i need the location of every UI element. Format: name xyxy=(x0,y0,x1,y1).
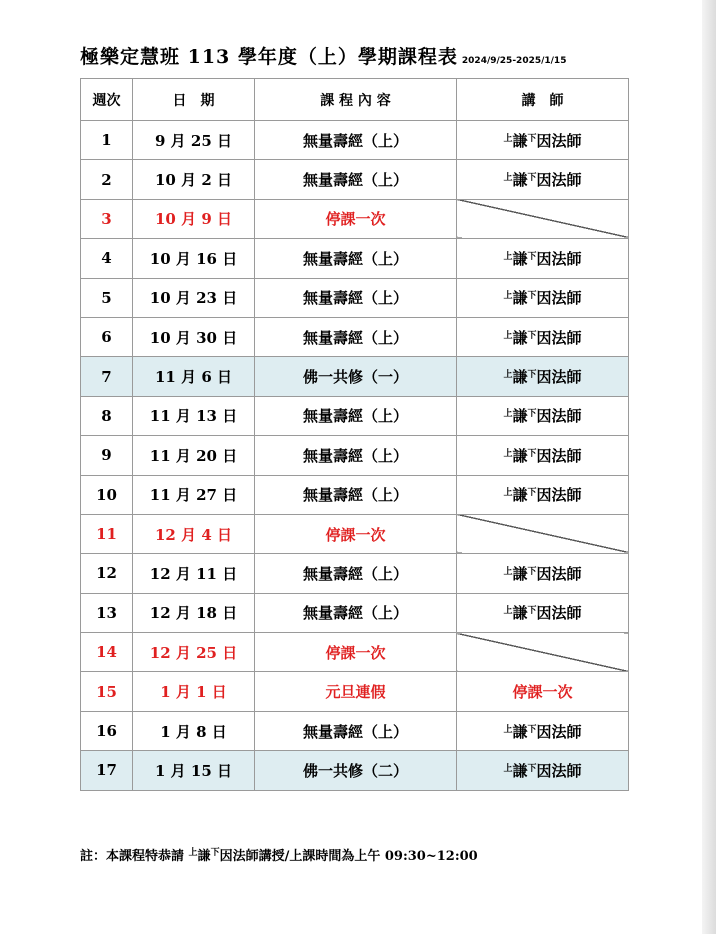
week-cell: 3 xyxy=(81,199,133,238)
date-cell: 10 月 16 日 xyxy=(133,239,255,278)
teacher-cell xyxy=(457,160,629,199)
note-honorific-up: 上 xyxy=(188,848,198,858)
honorific-up: 上 xyxy=(503,251,513,262)
date-cell: 1 月 1 日 xyxy=(133,672,255,711)
teacher-cell-empty xyxy=(457,199,629,238)
content-cell: 停課一次 xyxy=(255,514,457,553)
table-row xyxy=(81,633,629,672)
page-title xyxy=(80,42,566,69)
content-cell: 無量壽經（上） xyxy=(255,239,457,278)
honorific-down: 下 xyxy=(527,251,537,262)
honorific-down: 下 xyxy=(527,566,537,577)
table-row xyxy=(81,199,629,238)
teacher-cell xyxy=(457,239,629,278)
honorific-down: 下 xyxy=(527,409,537,420)
honorific-up: 上 xyxy=(503,763,513,774)
week-cell: 14 xyxy=(81,633,133,672)
date-cell: 12 月 4 日 xyxy=(133,514,255,553)
honorific-mid: 謙 xyxy=(512,368,528,387)
teacher-cell xyxy=(457,436,629,475)
note-teacher: 因法師 xyxy=(219,849,259,864)
table-row xyxy=(81,475,629,514)
table-row xyxy=(81,554,629,593)
honorific-up: 上 xyxy=(503,330,513,341)
honorific-down: 下 xyxy=(527,448,537,459)
honorific-up: 上 xyxy=(503,370,513,381)
honorific-up: 上 xyxy=(503,291,513,302)
date-cell: 9 月 25 日 xyxy=(133,121,255,160)
content-cell: 無量壽經（上） xyxy=(255,278,457,317)
honorific-up: 上 xyxy=(503,724,513,735)
teacher-name: 因法師 xyxy=(536,368,582,387)
week-cell: 6 xyxy=(81,317,133,356)
teacher-name: 因法師 xyxy=(536,131,582,150)
content-cell: 元旦連假 xyxy=(255,672,457,711)
teacher-name: 因法師 xyxy=(536,446,582,465)
date-cell: 11 月 6 日 xyxy=(133,357,255,396)
content-cell: 無量壽經（上） xyxy=(255,711,457,750)
content-cell: 佛一共修（一） xyxy=(255,357,457,396)
honorific-up: 上 xyxy=(503,566,513,577)
honorific-up: 上 xyxy=(503,173,513,184)
content-cell: 無量壽經（上） xyxy=(255,121,457,160)
table-row xyxy=(81,317,629,356)
week-cell: 2 xyxy=(81,160,133,199)
content-cell: 無量壽經（上） xyxy=(255,554,457,593)
footnote xyxy=(80,845,478,864)
honorific-down: 下 xyxy=(527,173,537,184)
content-cell: 無量壽經（上） xyxy=(255,317,457,356)
table-row xyxy=(81,239,629,278)
honorific-up: 上 xyxy=(503,606,513,617)
teacher-name: 因法師 xyxy=(536,171,582,190)
header-week: 週次 xyxy=(81,79,133,121)
week-cell: 4 xyxy=(81,239,133,278)
content-cell: 佛一共修（二） xyxy=(255,751,457,790)
honorific-down: 下 xyxy=(527,370,537,381)
table-header-row xyxy=(81,79,629,121)
teacher-cell: 停課一次 xyxy=(457,672,629,711)
week-cell: 11 xyxy=(81,514,133,553)
date-cell: 1 月 15 日 xyxy=(133,751,255,790)
teacher-cell xyxy=(457,396,629,435)
honorific-mid: 謙 xyxy=(512,131,528,150)
teacher-cell xyxy=(457,475,629,514)
date-cell: 12 月 11 日 xyxy=(133,554,255,593)
note-honorific-mid: 謙 xyxy=(197,849,211,864)
title-text: 極樂定慧班 113 學年度（上）學期課程表 xyxy=(80,46,458,68)
teacher-name: 因法師 xyxy=(536,486,582,505)
table-row xyxy=(81,514,629,553)
teacher-cell-empty xyxy=(457,514,629,553)
table-row xyxy=(81,121,629,160)
teacher-name: 因法師 xyxy=(536,761,582,780)
table-row xyxy=(81,711,629,750)
date-cell: 12 月 25 日 xyxy=(133,633,255,672)
header-content: 課 程 內 容 xyxy=(255,79,457,121)
honorific-mid: 謙 xyxy=(512,564,528,583)
honorific-down: 下 xyxy=(527,763,537,774)
week-cell: 9 xyxy=(81,436,133,475)
schedule-table xyxy=(80,78,629,791)
date-cell: 11 月 13 日 xyxy=(133,396,255,435)
teacher-cell xyxy=(457,751,629,790)
content-cell: 無量壽經（上） xyxy=(255,396,457,435)
note-prefix: 註：本課程特恭請 xyxy=(80,849,189,864)
teacher-name: 因法師 xyxy=(536,328,582,347)
honorific-up: 上 xyxy=(503,133,513,144)
teacher-cell xyxy=(457,278,629,317)
content-cell: 無量壽經（上） xyxy=(255,593,457,632)
honorific-down: 下 xyxy=(527,291,537,302)
table-row xyxy=(81,593,629,632)
week-cell: 15 xyxy=(81,672,133,711)
week-cell: 7 xyxy=(81,357,133,396)
teacher-cell xyxy=(457,593,629,632)
honorific-down: 下 xyxy=(527,488,537,499)
week-cell: 13 xyxy=(81,593,133,632)
table-row xyxy=(81,396,629,435)
teacher-cell xyxy=(457,554,629,593)
date-cell: 11 月 20 日 xyxy=(133,436,255,475)
honorific-mid: 謙 xyxy=(512,289,528,308)
header-teacher: 講 師 xyxy=(457,79,629,121)
honorific-mid: 謙 xyxy=(512,249,528,268)
teacher-cell xyxy=(457,121,629,160)
week-cell: 5 xyxy=(81,278,133,317)
teacher-name: 因法師 xyxy=(536,722,582,741)
week-cell: 1 xyxy=(81,121,133,160)
honorific-up: 上 xyxy=(503,448,513,459)
honorific-mid: 謙 xyxy=(512,722,528,741)
week-cell: 10 xyxy=(81,475,133,514)
honorific-mid: 謙 xyxy=(512,604,528,623)
teacher-name: 因法師 xyxy=(536,564,582,583)
header-date: 日 期 xyxy=(133,79,255,121)
content-cell: 停課一次 xyxy=(255,633,457,672)
table-row xyxy=(81,436,629,475)
honorific-mid: 謙 xyxy=(512,407,528,426)
note-honorific-down: 下 xyxy=(210,848,220,858)
teacher-name: 因法師 xyxy=(536,249,582,268)
honorific-mid: 謙 xyxy=(512,446,528,465)
honorific-mid: 謙 xyxy=(512,761,528,780)
honorific-down: 下 xyxy=(527,606,537,617)
content-cell: 無量壽經（上） xyxy=(255,160,457,199)
note-suffix: 講授/上課時間為上午 09:30~12:00 xyxy=(258,849,478,864)
honorific-mid: 謙 xyxy=(512,171,528,190)
content-cell: 無量壽經（上） xyxy=(255,475,457,514)
date-cell: 10 月 9 日 xyxy=(133,199,255,238)
week-cell: 12 xyxy=(81,554,133,593)
week-cell: 17 xyxy=(81,751,133,790)
schedule-body xyxy=(81,121,629,791)
content-cell: 停課一次 xyxy=(255,199,457,238)
date-cell: 10 月 23 日 xyxy=(133,278,255,317)
teacher-name: 因法師 xyxy=(536,289,582,308)
honorific-down: 下 xyxy=(527,724,537,735)
honorific-up: 上 xyxy=(503,409,513,420)
week-cell: 8 xyxy=(81,396,133,435)
teacher-name: 因法師 xyxy=(536,407,582,426)
date-cell: 12 月 18 日 xyxy=(133,593,255,632)
teacher-cell xyxy=(457,317,629,356)
teacher-name: 因法師 xyxy=(536,604,582,623)
table-row xyxy=(81,278,629,317)
date-cell: 10 月 2 日 xyxy=(133,160,255,199)
table-row xyxy=(81,672,629,711)
table-row xyxy=(81,751,629,790)
honorific-mid: 謙 xyxy=(512,328,528,347)
honorific-down: 下 xyxy=(527,133,537,144)
teacher-cell xyxy=(457,357,629,396)
page-edge-shadow xyxy=(702,0,716,934)
content-cell: 無量壽經（上） xyxy=(255,436,457,475)
table-row xyxy=(81,160,629,199)
table-row xyxy=(81,357,629,396)
honorific-up: 上 xyxy=(503,488,513,499)
week-cell: 16 xyxy=(81,711,133,750)
honorific-mid: 謙 xyxy=(512,486,528,505)
date-range: 2024/9/25-2025/1/15 xyxy=(461,56,567,66)
teacher-cell xyxy=(457,711,629,750)
date-cell: 1 月 8 日 xyxy=(133,711,255,750)
date-cell: 11 月 27 日 xyxy=(133,475,255,514)
date-cell: 10 月 30 日 xyxy=(133,317,255,356)
honorific-down: 下 xyxy=(527,330,537,341)
teacher-cell-empty xyxy=(457,633,629,672)
